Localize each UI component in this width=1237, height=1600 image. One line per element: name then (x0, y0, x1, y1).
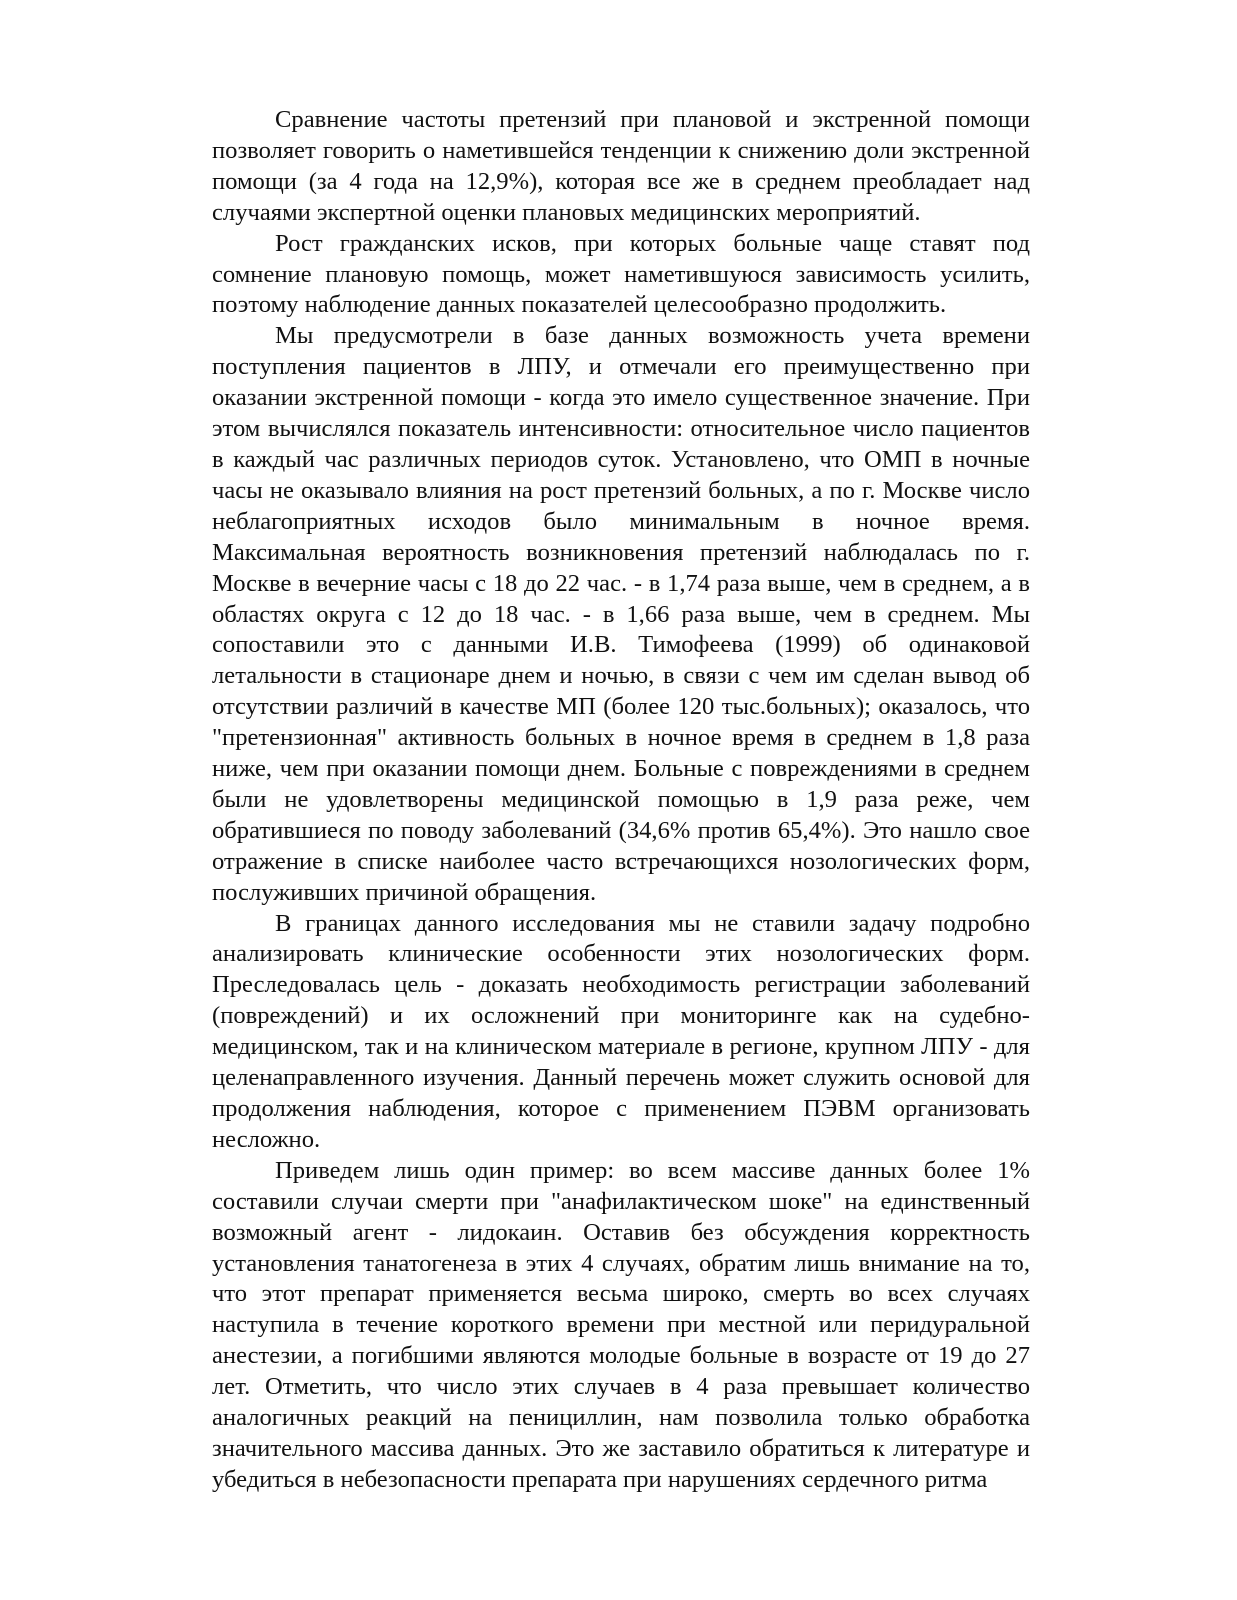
paragraph-time-of-admission: Мы предусмотрели в базе данных возможность учета времени поступления пациентов в ЛПУ, и отмечали его преимущественно при оказании экстренной помощи - когда это имело существенное значение. При этом вычислялся показатель интенсивности: относительное число пациентов в каждый час различных периодов суток. Установлено, что ОМП в ночные часы не оказывало влияния на рост претензий больных, а по г. Москве число неблагоприятных исходов было минимальным в ночное время. Максимальная вероятность возникновения претензий наблюдалась по г. Москве в вечерние часы с 18 до 22 час. - в 1,74 раза выше, чем в среднем, а в областях округа с 12 до 18 час. - в 1,66 раза выше, чем в среднем. Мы сопоставили это с данными И.В. Тимофеева (1999) об одинаковой летальности в стационаре днем и ночью, в связи с чем им сделан вывод об отсутствии различий в качестве МП (более 120 тыс.больных); оказалось, что "претензионная" активность больных в ночное время в среднем в 1,8 раза ниже, чем при оказании помощи днем. Больные с повреждениями в среднем были не удовлетворены медицинской помощью в 1,9 раза реже, чем обратившиеся по поводу заболеваний (34,6% против 65,4%). Это нашло свое отражение в списке наиболее часто встречающихся нозологических форм, послуживших причиной обращения. (212, 322, 1030, 906)
paragraph-civil-claims: Рост гражданских исков, при которых больные чаще ставят под сомнение плановую помощь, может наметившуюся зависимость усилить, поэтому наблюдение данных показателей целесообразно продолжить. (212, 229, 1030, 319)
document-page (212, 105, 1030, 1496)
paragraph-nosological-forms: В границах данного исследования мы не ставили задачу подробно анализировать клинические особенности этих нозологических форм. Преследовалась цель - доказать необходимость регистрации заболеваний (повреждений) и их осложнений при мониторинге как на судебно-медицинском, так и на клиническом материале в регионе, крупном ЛПУ - для целенаправленного изучения. Данный перечень может служить основой для продолжения наблюдения, которое с применением ПЭВМ организовать несложно. (212, 909, 1030, 1153)
paragraph-emergency-vs-planned: Сравнение частоты претензий при плановой и экстренной помощи позволяет говорить о наметившейся тенденции к снижению доли экстренной помощи (за 4 года на 12,9%), которая все же в среднем преобладает над случаями экспертной оценки плановых медицинских мероприятий. (212, 106, 1030, 226)
paragraph-lidocaine-example: Приведем лишь один пример: во всем массиве данных более 1% составили случаи смерти при "анафилактическом шоке" на единственный возможный агент - лидокаин. Оставив без обсуждения корректность установления танатогенеза в этих 4 случаях, обратим лишь внимание на то, что этот препарат применяется весьма широко, смерть во всех случаях наступила в течение короткого времени при местной или перидуральной анестезии, а погибшими являются молодые больные в возрасте от 19 до 27 лет. Отметить, что число этих случаев в 4 раза превышает количество аналогичных реакций на пенициллин, нам позволила только обработка значительного массива данных. Это же заставило обратиться к литературе и убедиться в небезопасности препарата при нарушениях сердечного ритма (212, 1156, 1030, 1493)
